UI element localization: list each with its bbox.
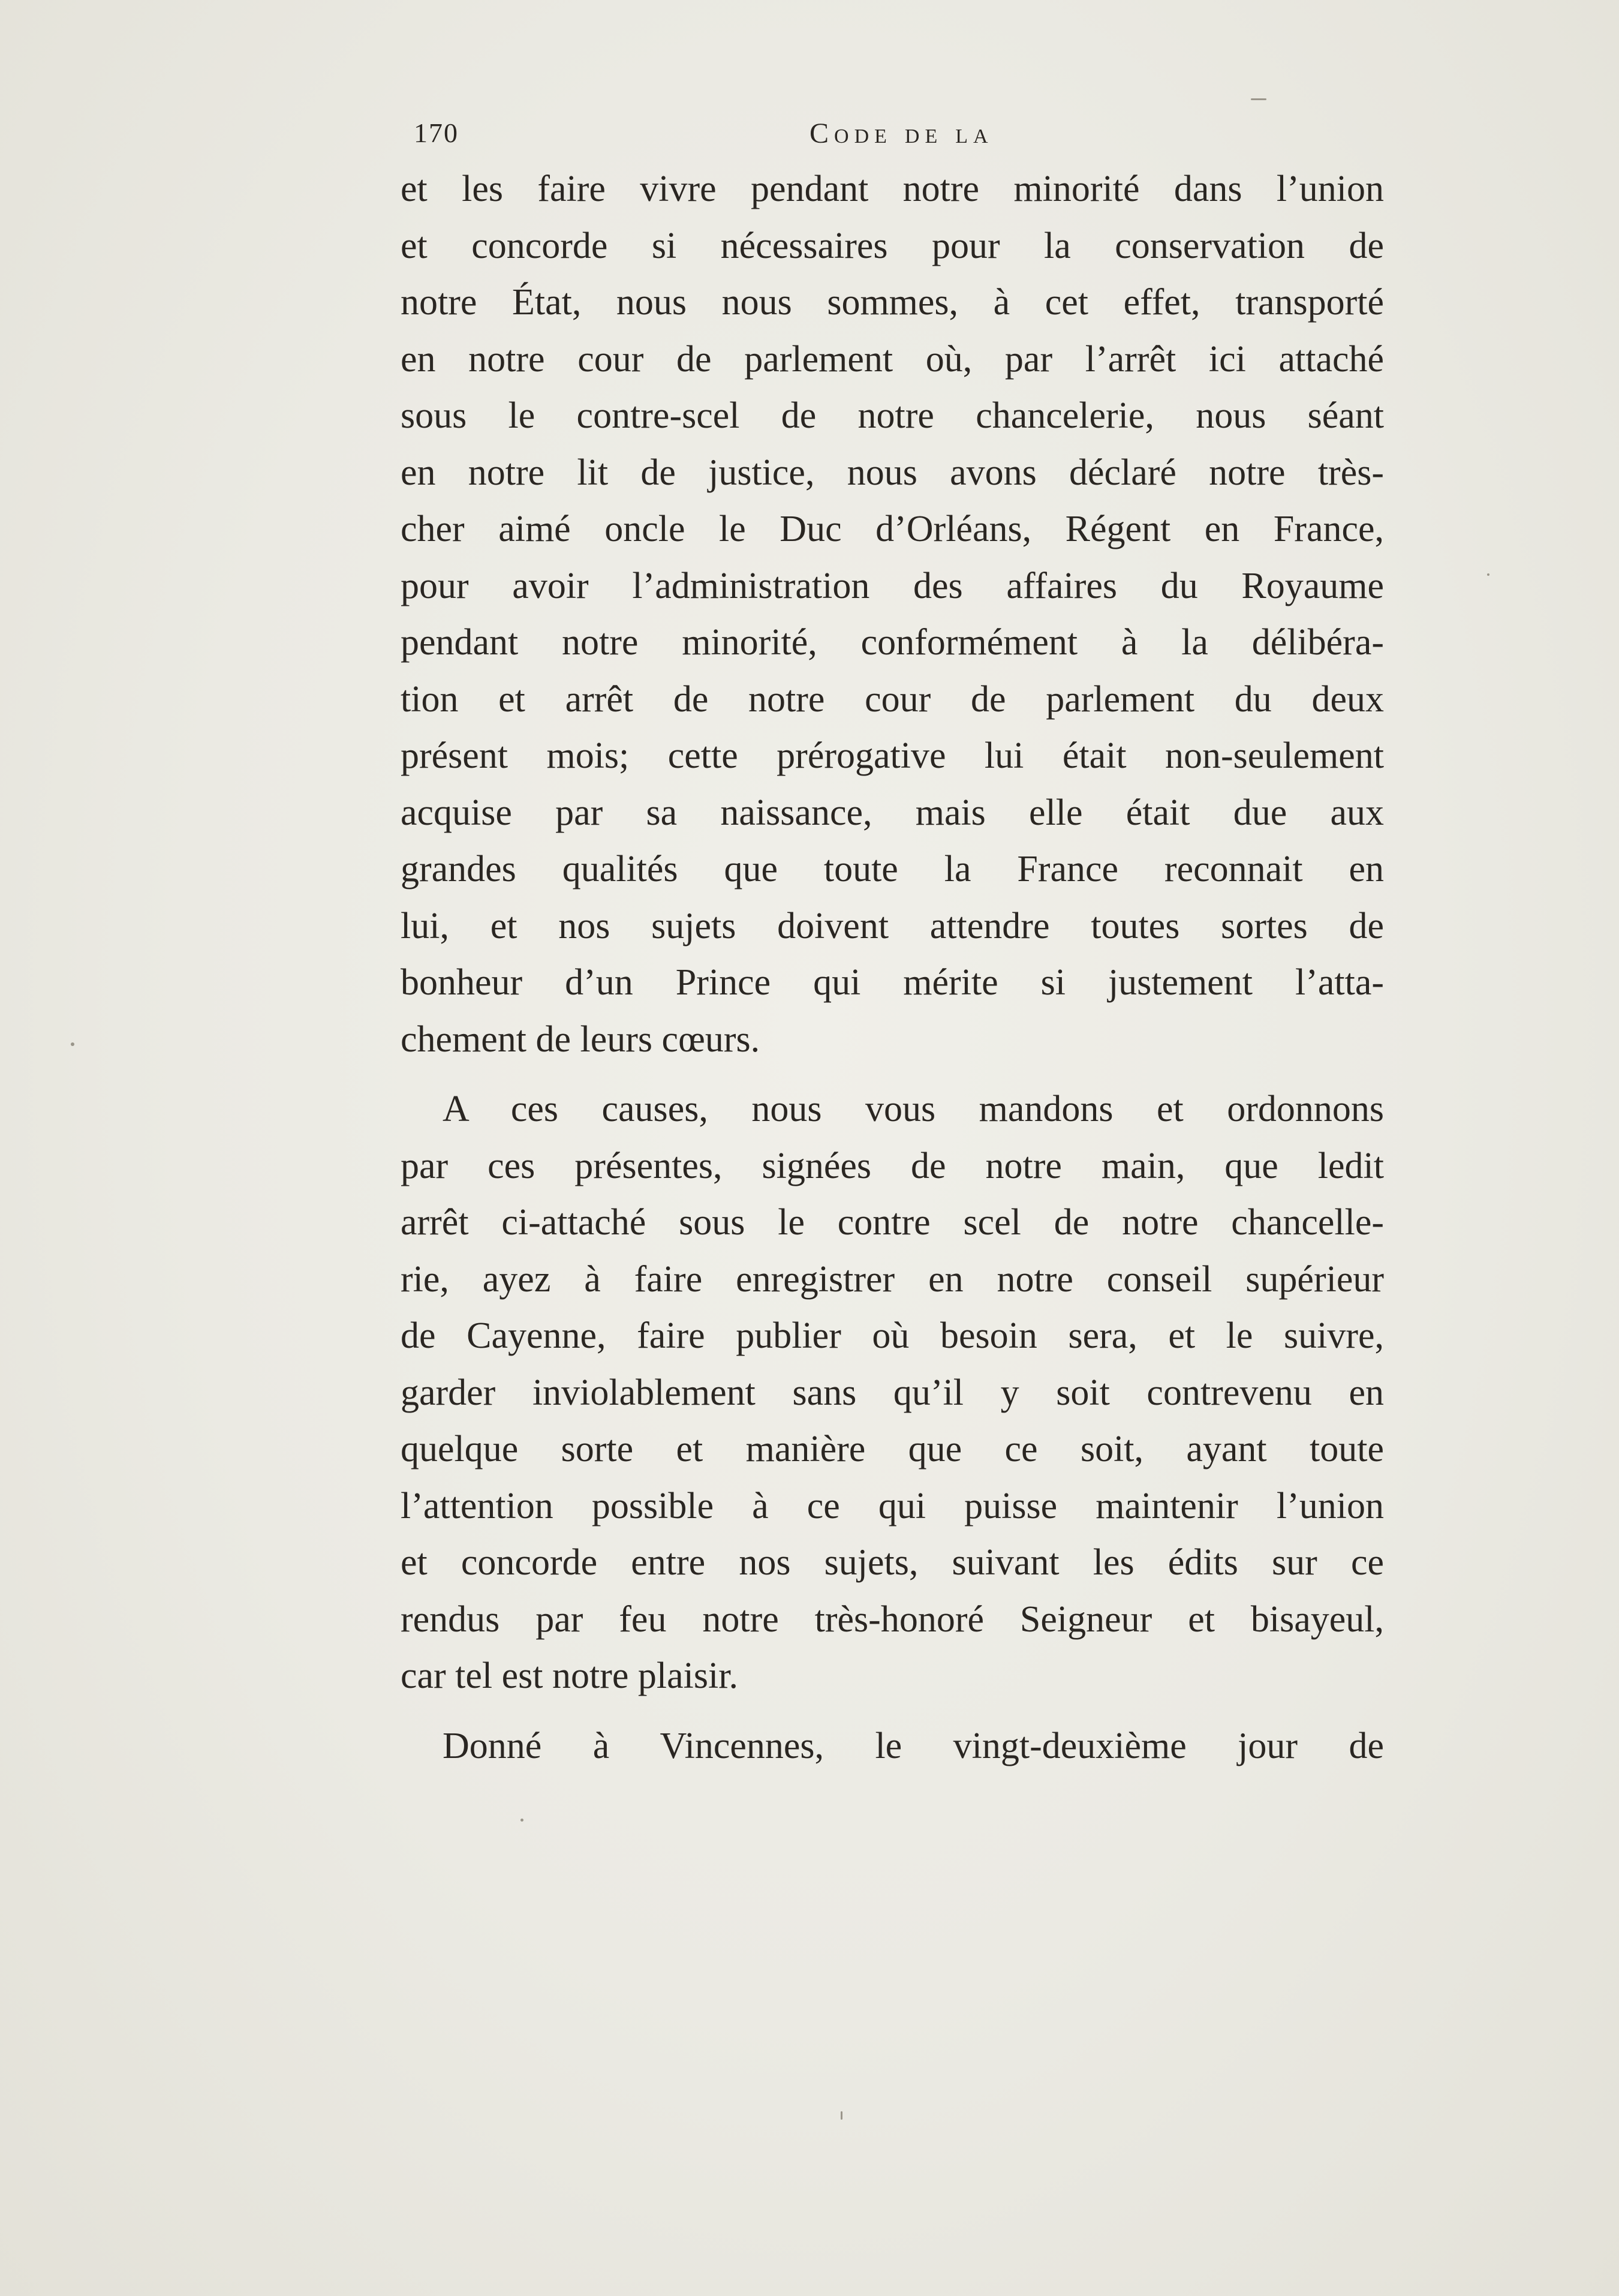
text-line: lui, et nos sujets doivent attendre toutes sortes de — [401, 905, 1384, 946]
text-line: pendant notre minorité, conformément à la délibéra- — [401, 622, 1384, 663]
text-line: par ces présentes, signées de notre main, que ledit — [401, 1145, 1384, 1186]
page-header — [401, 117, 1384, 159]
text-line: car tel est notre plaisir. — [401, 1655, 738, 1696]
text-line: en notre lit de justice, nous avons déclaré notre très- — [401, 452, 1384, 493]
text-line: sous le contre-scel de notre chancelerie, nous séant — [401, 395, 1384, 436]
text-line: rendus par feu notre très-honoré Seigneur et bisayeul, — [401, 1598, 1384, 1640]
text-line: l’attention possible à ce qui puisse maintenir l’union — [401, 1485, 1384, 1526]
body-text — [401, 161, 1384, 1774]
text-line: rie, ayez à faire enregistrer en notre conseil supérieur — [401, 1258, 1384, 1300]
running-head: Code de la — [810, 118, 994, 149]
text-line: et les faire vivre pendant notre minorité dans l’union — [401, 169, 1384, 209]
paper-speck — [71, 1042, 74, 1046]
text-line: et concorde entre nos sujets, suivant les édits sur ce — [401, 1542, 1384, 1583]
text-line: arrêt ci-attaché sous le contre scel de notre chancelle- — [401, 1202, 1384, 1243]
text-line: présent mois; cette prérogative lui était non-seulement — [401, 735, 1384, 776]
paper-speck — [1251, 98, 1266, 100]
text-line: tion et arrêt de notre cour de parlement du deux — [401, 678, 1384, 720]
text-line: bonheur d’un Prince qui mérite si justement l’atta- — [401, 962, 1384, 1003]
text-line: chement de leurs cœurs. — [401, 1018, 760, 1060]
text-line: notre État, nous nous sommes, à cet effet, transporté — [401, 282, 1384, 323]
text-line: et concorde si nécessaires pour la conservation de — [401, 225, 1384, 266]
paper-speck — [841, 2111, 842, 2120]
text-line: A ces causes, nous vous mandons et ordonnons — [443, 1089, 1384, 1129]
page-number: 170 — [414, 118, 459, 148]
text-line: quelque sorte et manière que ce soit, ayant toute — [401, 1429, 1384, 1469]
text-line: grandes qualités que toute la France reconnait en — [401, 849, 1384, 889]
paper-speck — [520, 1819, 523, 1822]
text-line: cher aimé oncle le Duc d’Orléans, Régent en France, — [401, 509, 1384, 549]
paper-speck — [1487, 573, 1489, 576]
text-line: pour avoir l’administration des affaires du Royaume — [401, 565, 1384, 606]
text-line: en notre cour de parlement où, par l’arrêt ici attaché — [401, 338, 1384, 380]
text-line: acquise par sa naissance, mais elle était due aux — [401, 792, 1384, 833]
text-line: garder inviolablement sans qu’il y soit contrevenu en — [401, 1372, 1384, 1413]
text-line: de Cayenne, faire publier où besoin sera, et le suivre, — [401, 1315, 1384, 1356]
text-line: Donné à Vincennes, le vingt-deuxième jour de — [443, 1725, 1384, 1766]
